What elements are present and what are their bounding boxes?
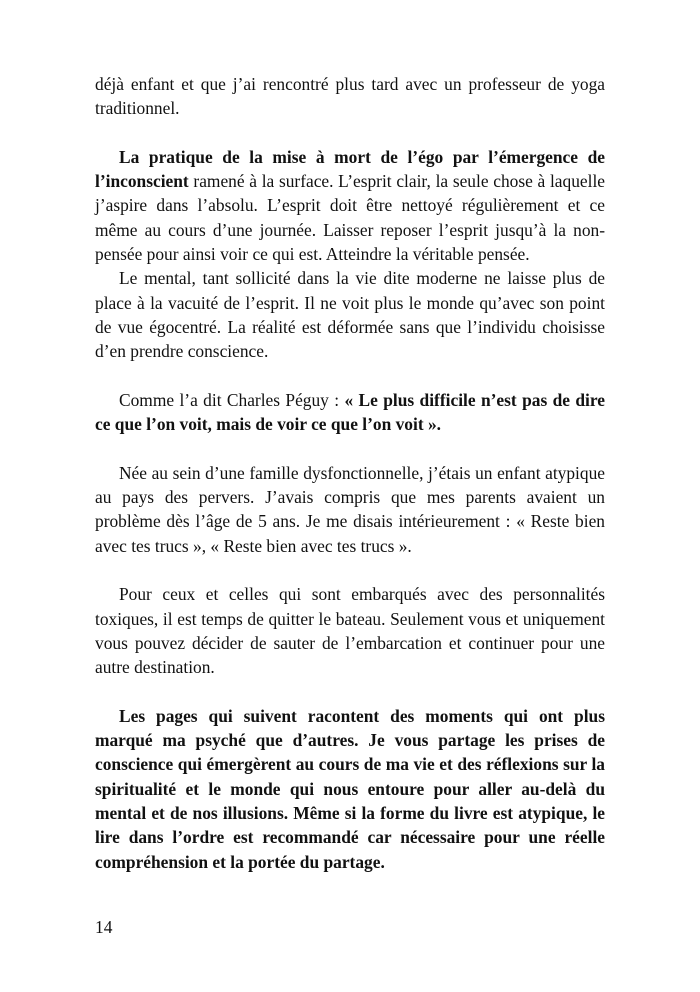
paragraph-ego	[95, 145, 605, 266]
bold-phrase-ego: La pratique de la mise à mort de l’égo par l’émergence de l’inconscient	[95, 146, 605, 192]
paragraph-mental: Le mental, tant sollicité dans la vie dite moderne ne laisse plus de place à la vacuité de l’esprit. Il ne voit plus le monde qu’avec son point de vue égocentré. La réalité est déformée sans que l’individu choisisse d’en prendre conscience.	[95, 268, 605, 362]
paragraph-continued: déjà enfant et que j’ai rencontré plus tard avec un professeur de yoga traditionnel.	[95, 74, 605, 119]
paragraph-toxic: Pour ceux et celles qui sont embarqués avec des personnalités toxiques, il est temps de quitter le bateau. Seulement vous et uniquement vous pouvez décider de sauter de l’embarcation et continuer pour une autre destination.	[95, 584, 605, 678]
paragraph-pages-follow: Les pages qui suivent racontent des moments qui ont plus marqué ma psyché que d’autres. Je vous partage les prises de conscience qui émergèrent au cours de ma vie et des réflexions sur la spiritualité et le monde qui nous entoure pour aller au-delà du mental et de nos illusions. Même si la forme du livre est atypique, le lire dans l’ordre est recommandé car nécessaire pour une réelle compréhension et la portée du partage.	[95, 705, 605, 872]
peguy-quote: « Le plus difficile n’est pas de dire ce que l’on voit, mais de voir ce que l’on voit ».	[95, 389, 605, 435]
paragraph-family: Née au sein d’une famille dysfonctionnelle, j’étais un enfant atypique au pays des pervers. J’avais compris que mes parents avaient un problème dès l’âge de 5 ans. Je me disais intérieurement : « Reste bien avec tes trucs », « Reste bien avec tes trucs ».	[95, 462, 605, 556]
page-number: 14	[95, 917, 113, 937]
page-body	[95, 72, 605, 874]
quote-lead: Comme l’a dit Charles Péguy :	[119, 389, 345, 410]
paragraph-ego-rest: ramené à la surface. L’esprit clair, la seule chose à laquelle j’aspire dans l’absolu. L’esprit doit être nettoyé régulièrement et ce même au cours d’une journée. Laisser reposer l’esprit jusqu’à la non-pensée pour ainsi voir ce qui est. Atteindre la véritable pensée.	[95, 171, 605, 265]
paragraph-quote	[95, 388, 605, 437]
